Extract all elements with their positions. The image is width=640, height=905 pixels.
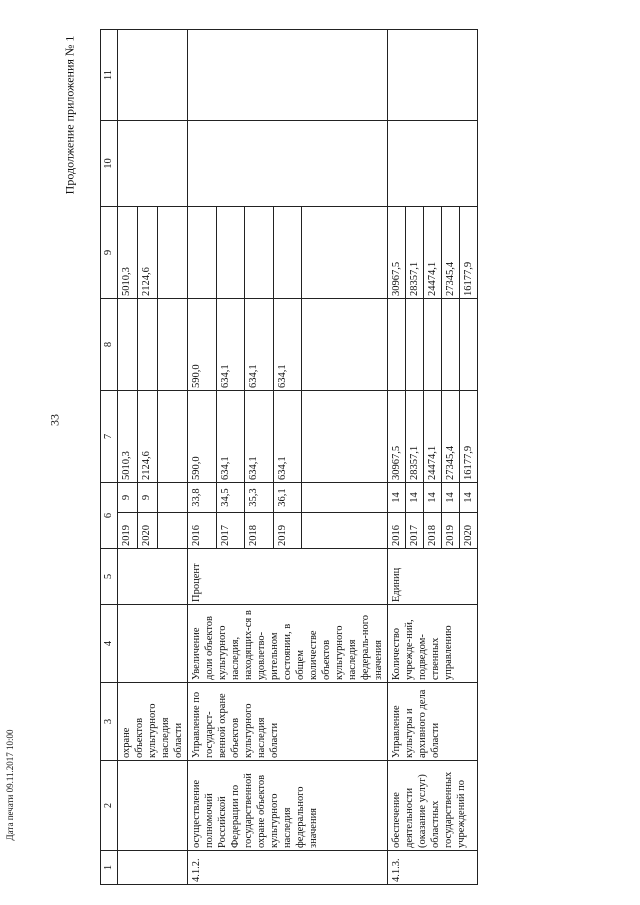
total-funding-cell: 634,1: [245, 391, 274, 483]
print-date: Дата печати 09.11.2017 10:00: [5, 729, 15, 841]
regional-funding-cell: 24474,1: [424, 207, 442, 299]
local-funding-cell: [388, 121, 478, 207]
page-number: 33: [47, 414, 62, 426]
year-cell: 2017: [216, 513, 245, 549]
total-funding-cell: 5010,3: [118, 391, 138, 483]
regional-funding-cell: 16177,9: [460, 207, 478, 299]
column-number: 8: [101, 299, 118, 391]
column-number: 6: [101, 483, 118, 549]
year-cell: 2019: [118, 513, 138, 549]
total-funding-cell: 634,1: [216, 391, 245, 483]
other-funding-cell: [388, 30, 478, 121]
indicator-value-cell: 9: [118, 483, 138, 513]
regional-funding-cell: 30967,5: [388, 207, 406, 299]
indicator-value-cell: 14: [460, 483, 478, 513]
empty-cell: [158, 513, 188, 549]
indicator-value-cell: 34,5: [216, 483, 245, 513]
indicator-value-cell: 35,3: [245, 483, 274, 513]
table-row: [188, 30, 217, 885]
federal-funding-cell: [460, 299, 478, 391]
federal-funding-cell: [118, 299, 138, 391]
empty-cell: [158, 207, 188, 299]
indicator-cell: Количество учрежде-ний, подведом-ственных управлению: [388, 605, 478, 683]
regional-funding-cell: 28357,1: [406, 207, 424, 299]
empty-cell: [302, 299, 388, 391]
total-funding-cell: 590,0: [188, 391, 217, 483]
regional-funding-cell: [188, 207, 217, 299]
empty-cell: [158, 391, 188, 483]
indicator-value-cell: 14: [388, 483, 406, 513]
regional-funding-cell: [273, 207, 302, 299]
program-activities-table: [100, 29, 478, 885]
empty-cell: [158, 299, 188, 391]
year-cell: 2018: [245, 513, 274, 549]
federal-funding-cell: 634,1: [216, 299, 245, 391]
column-number-row: [101, 30, 118, 885]
year-cell: 2016: [388, 513, 406, 549]
unit-cell: [118, 549, 188, 605]
year-cell: 2017: [406, 513, 424, 549]
column-number: 11: [101, 30, 118, 121]
federal-funding-cell: [424, 299, 442, 391]
indicator-value-cell: 33,8: [188, 483, 217, 513]
total-funding-cell: 24474,1: [424, 391, 442, 483]
total-funding-cell: 634,1: [273, 391, 302, 483]
federal-funding-cell: 590,0: [188, 299, 217, 391]
federal-funding-cell: 634,1: [245, 299, 274, 391]
column-number: 1: [101, 851, 118, 885]
column-number: 7: [101, 391, 118, 483]
activity-name-cell: [118, 761, 188, 851]
local-funding-cell: [118, 121, 188, 207]
other-funding-cell: [118, 30, 188, 121]
year-cell: 2020: [138, 513, 158, 549]
total-funding-cell: 16177,9: [460, 391, 478, 483]
empty-cell: [302, 391, 388, 483]
activity-name-cell: обеспечение деятельности (оказание услуг) областных государственных учреждений по: [388, 761, 478, 851]
local-funding-cell: [188, 121, 388, 207]
activity-name-cell: осуществление полномочий Российской Федерации по государственной охране объектов культурного наследия федерального значения: [188, 761, 388, 851]
regional-funding-cell: 2124,6: [138, 207, 158, 299]
row-code-cell: 4.1.2.: [188, 851, 388, 885]
federal-funding-cell: [406, 299, 424, 391]
year-cell: 2019: [273, 513, 302, 549]
empty-cell: [302, 207, 388, 299]
column-number: 10: [101, 121, 118, 207]
executor-cell: охране объектов культурного наследия области: [118, 683, 188, 761]
unit-cell: Процент: [188, 549, 388, 605]
indicator-value-cell: 9: [138, 483, 158, 513]
column-number: 4: [101, 605, 118, 683]
total-funding-cell: 30967,5: [388, 391, 406, 483]
total-funding-cell: 28357,1: [406, 391, 424, 483]
indicator-value-cell: 14: [442, 483, 460, 513]
column-number: 3: [101, 683, 118, 761]
rotated-table-container: [100, 30, 617, 885]
indicator-cell: Увеличение доли объектов культурного наследия, находящих-ся в удовлетво-рительном состоянии, в общем количестве объектов культурного наследия федераль-ного значения: [188, 605, 388, 683]
column-number: 5: [101, 549, 118, 605]
regional-funding-cell: [216, 207, 245, 299]
indicator-value-cell: 14: [406, 483, 424, 513]
row-code-cell: [118, 851, 188, 885]
year-cell: 2018: [424, 513, 442, 549]
row-code-cell: 4.1.3.: [388, 851, 478, 885]
empty-cell: [158, 483, 188, 513]
indicator-cell: [118, 605, 188, 683]
table-row: [118, 30, 138, 885]
regional-funding-cell: 27345,4: [442, 207, 460, 299]
regional-funding-cell: 5010,3: [118, 207, 138, 299]
executor-cell: Управление по государст-венной охране объектов культурного наследия области: [188, 683, 388, 761]
indicator-value-cell: 14: [424, 483, 442, 513]
total-funding-cell: 27345,4: [442, 391, 460, 483]
federal-funding-cell: [442, 299, 460, 391]
column-number: 9: [101, 207, 118, 299]
column-number: 2: [101, 761, 118, 851]
appendix-title: Продолжение приложения № 1: [62, 35, 77, 195]
federal-funding-cell: [138, 299, 158, 391]
federal-funding-cell: 634,1: [273, 299, 302, 391]
year-cell: 2020: [460, 513, 478, 549]
federal-funding-cell: [388, 299, 406, 391]
year-cell: 2016: [188, 513, 217, 549]
table-row: [388, 30, 406, 885]
unit-cell: Единиц: [388, 549, 478, 605]
indicator-value-cell: 36,1: [273, 483, 302, 513]
empty-cell: [302, 513, 388, 549]
total-funding-cell: 2124,6: [138, 391, 158, 483]
other-funding-cell: [188, 30, 388, 121]
regional-funding-cell: [245, 207, 274, 299]
year-cell: 2019: [442, 513, 460, 549]
empty-cell: [302, 483, 388, 513]
executor-cell: Управление культуры и архивного дела области: [388, 683, 478, 761]
